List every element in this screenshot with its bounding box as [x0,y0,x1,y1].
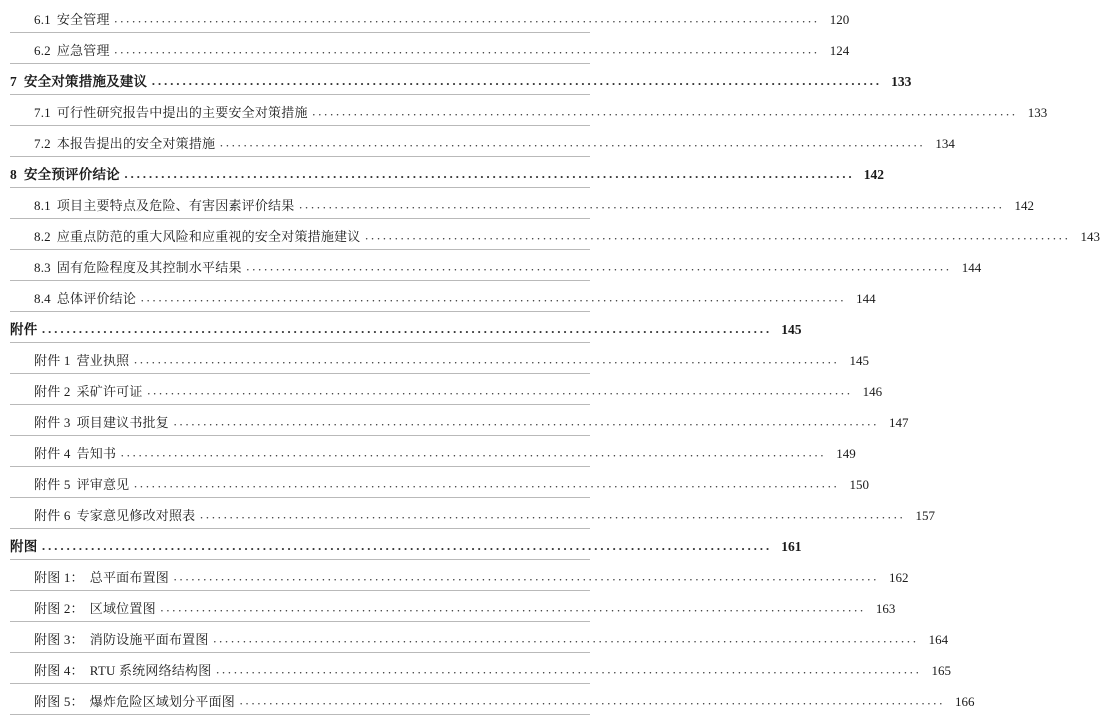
toc-entry-title: 项目主要特点及危险、有害因素评价结果 [56,198,295,213]
toc-entry-label [10,505,195,529]
toc-entry-page-number: 165 [931,663,951,678]
toc-entry-title: 采矿许可证 [76,384,143,399]
toc-entry-title: 爆炸危险区域划分平面图 [89,694,235,709]
toc-entry-page-number: 124 [829,43,850,58]
toc-entry[interactable] [10,653,951,684]
toc-leader-dots: ······················································································································· [172,572,879,587]
toc-entry-title: 本报告提出的安全对策措施 [56,136,216,151]
toc-entry-number: 7 [10,74,17,89]
toc-entry-number: 7.1 [34,105,51,120]
toc-entry-page-number: 133 [891,74,912,89]
toc-entry-number: 附件 4 [34,446,71,461]
toc-entry-label [10,9,110,33]
toc-entry-label [10,660,211,684]
toc-entry-page-number: 133 [1027,105,1048,120]
toc-entry[interactable] [10,188,1035,219]
toc-entry-label [10,350,129,374]
toc-entry-page-number: 164 [928,632,949,647]
toc-entry[interactable] [10,250,982,281]
toc-entry-page-number: 157 [915,508,935,523]
toc-entry-label [10,381,143,405]
toc-entry[interactable] [10,436,856,467]
toc-entry[interactable] [10,560,909,591]
toc-leader-dots: ······················································································································· [212,634,919,649]
toc-entry-page-number: 146 [862,384,883,399]
toc-entry-title: 可行性研究报告中提出的主要安全对策措施 [56,105,308,120]
toc-leader-dots: ······················································································································· [298,200,1005,215]
toc-entry-title: 安全对策措施及建议 [23,74,148,89]
toc-entry[interactable] [10,467,869,498]
toc-entry[interactable] [10,157,884,188]
toc-leader-dots: ······················································································································· [151,76,882,91]
toc-entry-title: 固有危险程度及其控制水平结果 [56,260,242,275]
table-of-contents [10,2,1100,715]
toc-entry[interactable] [10,684,975,715]
toc-entry-title: 营业执照 [76,353,130,368]
toc-entry[interactable] [10,529,802,560]
toc-entry-number: 8.3 [34,260,51,275]
toc-entry-title: 应急管理 [56,43,110,58]
toc-entry-number: 附图 3： [34,632,84,647]
toc-entry-label [10,133,215,157]
toc-entry-page-number: 120 [829,12,850,27]
toc-entry-label [10,691,235,715]
toc-entry[interactable] [10,622,949,653]
toc-entry-title: 附图 [10,539,38,554]
toc-entry-title: 消防设施平面布置图 [89,632,209,647]
toc-entry-label [10,567,169,591]
toc-entry-label [10,102,308,126]
toc-leader-dots: ······················································································································· [172,417,879,432]
toc-entry-number: 附图 1： [34,570,84,585]
toc-entry-label [10,412,169,436]
toc-entry[interactable] [10,591,896,622]
toc-entry[interactable] [10,95,1048,126]
toc-entry-label [10,257,242,281]
toc-leader-dots: ······················································································································· [146,386,853,401]
toc-entry-title: 安全管理 [56,12,110,27]
toc-entry-label [10,163,120,188]
toc-entry-title: 告知书 [76,446,117,461]
toc-entry[interactable] [10,64,912,95]
toc-entry-title: 总平面布置图 [89,570,169,585]
toc-entry-label [10,474,129,498]
toc-entry-page-number: 149 [836,446,856,461]
toc-leader-dots: ······················································································································· [120,448,826,463]
toc-entry[interactable] [10,343,869,374]
toc-entry-title: 项目建议书批复 [76,415,169,430]
toc-entry-label [10,535,37,560]
toc-entry-page-number: 162 [889,570,909,585]
toc-entry-label [10,318,37,343]
toc-entry-title: 专家意见修改对照表 [76,508,196,523]
toc-leader-dots: ······················································································································· [41,541,772,556]
toc-entry-label [10,195,294,219]
toc-leader-dots: ······················································································································· [311,107,1018,122]
toc-entry-number: 6.2 [34,43,51,58]
toc-leader-dots: ······················································································································· [219,138,925,153]
toc-entry-title: 评审意见 [76,477,130,492]
toc-entry-number: 附件 5 [34,477,71,492]
toc-entry-label [10,288,136,312]
toc-entry[interactable] [10,219,1100,250]
toc-entry[interactable] [10,281,876,312]
toc-entry-page-number: 163 [875,601,896,616]
toc-leader-dots: ······················································································································· [41,324,772,339]
toc-entry-page-number: 144 [961,260,982,275]
toc-entry-number: 6.1 [34,12,51,27]
toc-entry-number: 附件 1 [34,353,71,368]
toc-entry-number: 附件 6 [34,508,71,523]
toc-entry-title: 区域位置图 [89,601,156,616]
toc-entry-title: 总体评价结论 [56,291,137,306]
toc-entry-page-number: 144 [856,291,876,306]
toc-entry[interactable] [10,405,909,436]
toc-entry-label [10,70,147,95]
toc-entry-number: 附图 4： [34,663,84,678]
toc-entry-page-number: 161 [781,539,802,554]
toc-leader-dots: ······················································································································· [133,479,839,494]
toc-entry-page-number: 145 [849,353,869,368]
toc-entry[interactable] [10,374,883,405]
toc-leader-dots: ······················································································································· [113,14,820,29]
toc-entry-number: 7.2 [34,136,51,151]
toc-leader-dots: ······················································································································· [123,169,854,184]
toc-entry-number: 8 [10,167,17,182]
toc-leader-dots: ······················································································································· [364,231,1071,246]
toc-entry[interactable] [10,126,955,157]
toc-leader-dots: ······················································································································· [215,665,921,680]
toc-entry-number: 附图 5： [34,694,84,709]
toc-entry-page-number: 147 [889,415,909,430]
toc-leader-dots: ······················································································································· [140,293,846,308]
toc-entry-title: 安全预评价结论 [23,167,120,182]
toc-entry-number: 附件 3 [34,415,71,430]
toc-entry-page-number: 166 [955,694,975,709]
toc-entry-number: 8.1 [34,198,51,213]
toc-entry-label [10,226,360,250]
toc-leader-dots: ······················································································································· [133,355,839,370]
toc-leader-dots: ······················································································································· [245,262,952,277]
toc-entry[interactable] [10,312,802,343]
toc-entry-label [10,40,110,64]
toc-leader-dots: ······················································································································· [238,696,945,711]
toc-entry-page-number: 143 [1080,229,1100,244]
toc-entry-number: 8.2 [34,229,51,244]
toc-leader-dots: ······················································································································· [113,45,820,60]
toc-entry[interactable] [10,498,935,529]
toc-entry-page-number: 142 [863,167,884,182]
toc-entry[interactable] [10,33,850,64]
toc-entry-page-number: 145 [781,322,802,337]
toc-entry-page-number: 134 [935,136,955,151]
toc-entry-title: 应重点防范的重大风险和应重视的安全对策措施建议 [56,229,361,244]
toc-entry-label [10,443,116,467]
toc-leader-dots: ······················································································································· [159,603,866,618]
toc-entry-page-number: 150 [849,477,869,492]
toc-entry-label [10,629,209,653]
toc-entry-number: 8.4 [34,291,51,306]
toc-entry-label [10,598,156,622]
toc-entry[interactable] [10,2,850,33]
toc-entry-number: 附图 2： [34,601,84,616]
toc-leader-dots: ······················································································································· [199,510,905,525]
toc-entry-title: RTU 系统网络结构图 [89,663,212,678]
toc-entry-page-number: 142 [1014,198,1035,213]
toc-entry-title: 附件 [10,322,38,337]
toc-entry-number: 附件 2 [34,384,71,399]
